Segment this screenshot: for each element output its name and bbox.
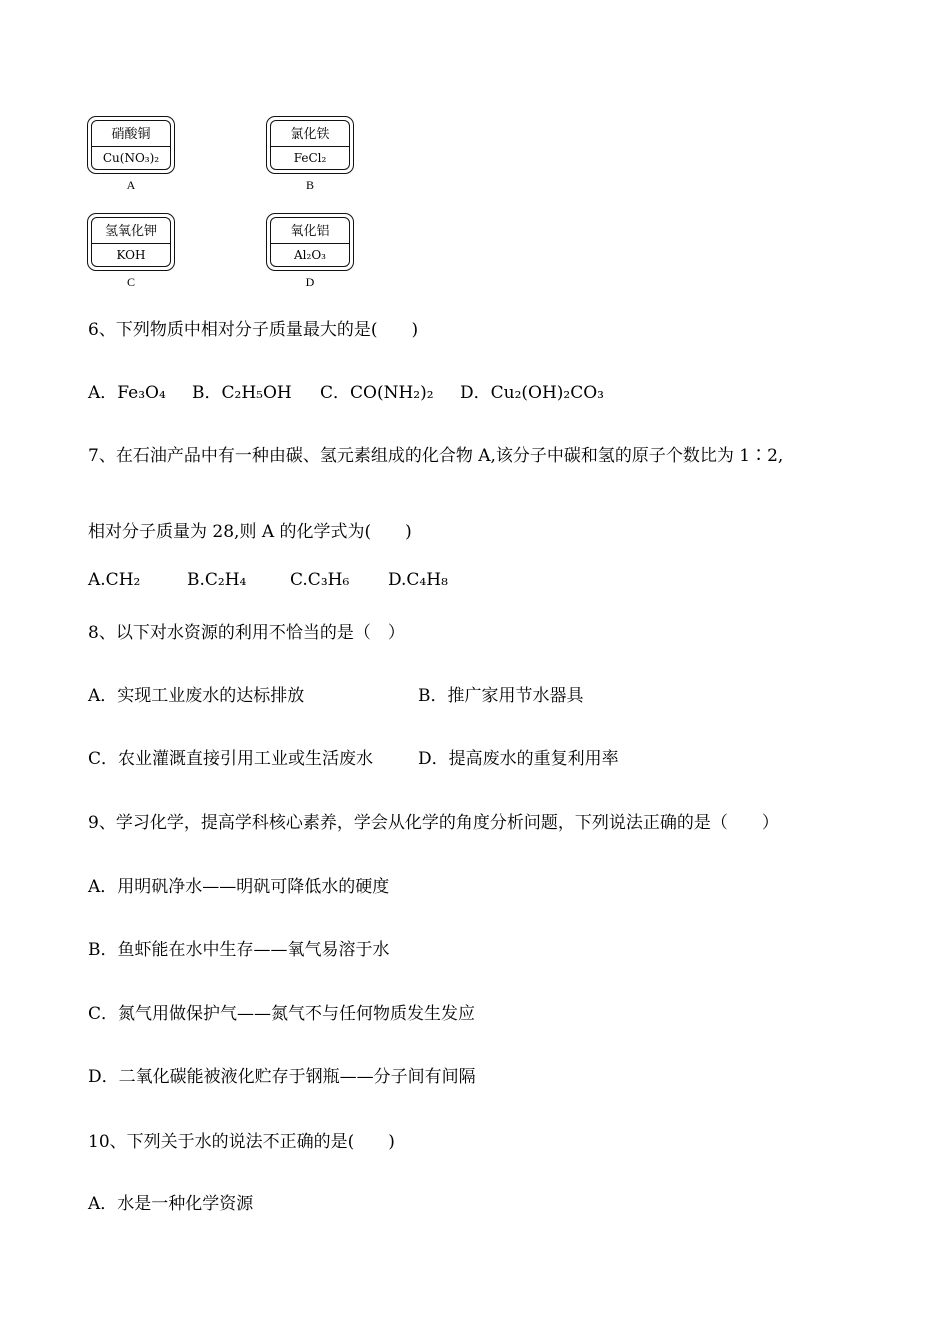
label-caption-a: A	[126, 178, 136, 192]
option-c: C.C₃H₆	[290, 570, 350, 590]
label-divider	[271, 243, 349, 244]
question-9-option-a: A．用明矾净水——明矾可降低水的硬度	[88, 877, 390, 897]
label-name: 硝酸铜	[111, 127, 151, 142]
option-b: B．C₂H₅OH	[192, 383, 292, 403]
option-a: A.CH₂	[88, 570, 141, 590]
question-8-option-c: C．农业灌溉直接引用工业或生活废水	[88, 749, 374, 769]
reagent-label-a	[87, 116, 175, 174]
question-7-options	[88, 568, 448, 592]
label-inner-frame	[270, 120, 350, 170]
question-7-stem-line1: 7、在石油产品中有一种由碳、氢元素组成的化合物 A,该分子中碳和氢的原子个数比为 1∶2,	[88, 446, 784, 466]
question-6-stem: 6、下列物质中相对分子质量最大的是( )	[88, 320, 419, 340]
option-a: A．Fe₃O₄	[88, 383, 166, 403]
label-formula: FeCl₂	[293, 151, 327, 165]
question-8-stem: 8、以下对水资源的利用不恰当的是（ ）	[88, 623, 405, 643]
question-9-option-d: D．二氧化碳能被液化贮存于钢瓶——分子间有间隔	[88, 1067, 476, 1087]
reagent-label-b	[266, 116, 354, 174]
label-divider	[92, 243, 170, 244]
label-caption-d: D	[305, 275, 315, 289]
option-b: B.C₂H₄	[187, 570, 247, 590]
question-8-option-a: A．实现工业废水的达标排放	[88, 686, 305, 706]
reagent-label-d	[266, 213, 354, 271]
question-8-option-b: B．推广家用节水器具	[418, 686, 584, 706]
question-9-stem: 9、学习化学，提高学科核心素养，学会从化学的角度分析问题，下列说法正确的是（ ）	[88, 813, 779, 833]
label-caption-c: C	[126, 275, 135, 289]
question-10-option-a: A．水是一种化学资源	[88, 1194, 254, 1214]
reagent-label-c	[87, 213, 175, 271]
question-8-option-d: D．提高废水的重复利用率	[418, 749, 619, 769]
question-9-option-b: B．鱼虾能在水中生存——氧气易溶于水	[88, 940, 390, 960]
label-formula: Cu(NO₃)₂	[102, 151, 160, 165]
label-inner-frame	[91, 217, 171, 267]
label-caption-b: B	[305, 178, 314, 192]
option-d: D．Cu₂(OH)₂CO₃	[460, 383, 605, 403]
label-name: 氯化铁	[290, 127, 330, 142]
label-divider	[271, 146, 349, 147]
question-10-stem: 10、下列关于水的说法不正确的是( )	[88, 1132, 395, 1152]
option-c: C．CO(NH₂)₂	[320, 383, 434, 403]
label-name: 氧化铝	[290, 224, 330, 239]
label-inner-frame	[270, 217, 350, 267]
label-name: 氢氧化钾	[104, 224, 157, 239]
option-d: D.C₄H₈	[388, 570, 448, 590]
question-6-options	[88, 381, 604, 405]
label-inner-frame	[91, 120, 171, 170]
question-9-option-c: C．氮气用做保护气——氮气不与任何物质发生发应	[88, 1004, 476, 1024]
label-formula: KOH	[116, 248, 146, 262]
question-7-stem-line2: 相对分子质量为 28,则 A 的化学式为( )	[88, 522, 412, 542]
label-divider	[92, 146, 170, 147]
label-formula: Al₂O₃	[294, 248, 326, 262]
